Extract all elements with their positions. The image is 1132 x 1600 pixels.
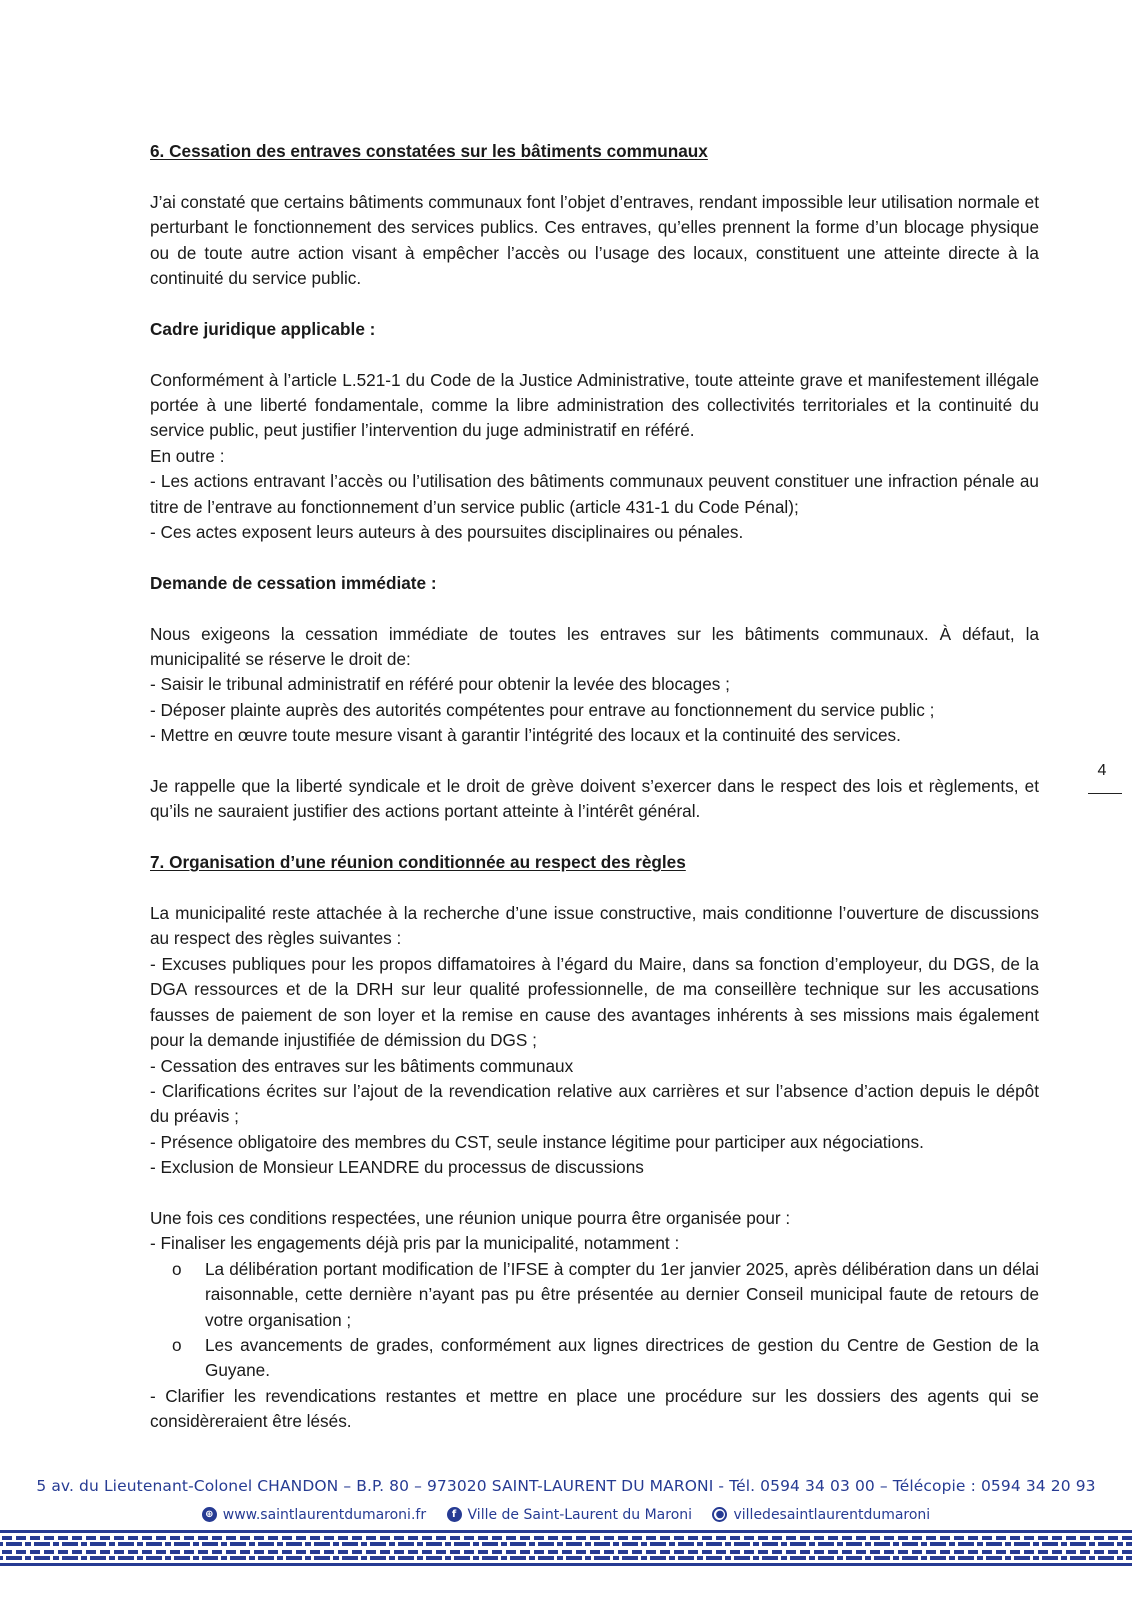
bullet-icon: o bbox=[172, 1258, 182, 1279]
legal-text: Conformément à l’article L.521-1 du Code de la Justice Administrative, toute atteinte grave et manifestement illégale portée à une liberté fondamentale, comme la libre administration des collectivités territoriales et la continuité du service public, peut justifier l’intervention du juge administratif en référé. bbox=[150, 369, 1039, 441]
condition-item: - Excuses publiques pour les propos diffamatoires à l’égard du Maire, dans sa fonction d’employeur, du DGS, de la DGA ressources et de la DRH sur leur qualité professionnelle, de ma conseillère technique sur les accusations fausses de paiement de son loyer et la remise en cause des avantages inhérents à ses missions mais également pour la demande injustifiée de démission du DGS ; bbox=[150, 953, 1039, 1051]
facebook-text: Ville de Saint-Laurent du Maroni bbox=[467, 1506, 693, 1523]
section6-closing: Je rappelle que la liberté syndicale et le droit de grève doivent s’exercer dans le respect des lois et règlements, et qu’ils ne sauraient justifier des actions portant atteinte à l’intérêt général. bbox=[150, 776, 1039, 822]
demand-item: - Saisir le tribunal administratif en référé pour obtenir la levée des blocages ; bbox=[150, 674, 730, 695]
demand-heading: Demande de cessation immédiate : bbox=[150, 572, 437, 593]
condition-item: - Présence obligatoire des membres du CST, seule instance légitime pour participer aux négociations. bbox=[150, 1131, 924, 1152]
section6-heading: 6. Cessation des entraves constatées sur les bâtiments communaux bbox=[150, 141, 708, 161]
section7-intro: La municipalité reste attachée à la recherche d’une issue constructive, mais conditionne l’ouverture de discussions au respect des règles suivantes : bbox=[150, 903, 1039, 949]
page-number-rule bbox=[1088, 793, 1122, 794]
instagram-text: villedesaintlaurentdumaroni bbox=[733, 1506, 931, 1523]
decorative-border-pattern bbox=[0, 1529, 1132, 1567]
facebook-link[interactable] bbox=[447, 1507, 693, 1523]
section7-heading: 7. Organisation d’une réunion conditionnée au respect des règles bbox=[150, 852, 686, 873]
instagram-icon: ● bbox=[712, 1507, 727, 1522]
legal-item: - Les actions entravant l’accès ou l’utilisation des bâtiments communaux peuvent constituer une infraction pénale au titre de l’entrave au fonctionnement d’un service public (article 431-1 du Code Pénal); bbox=[150, 471, 1039, 517]
bullet-icon: o bbox=[172, 1334, 182, 1355]
meeting-item: - Finaliser les engagements déjà pris par la municipalité, notamment : bbox=[150, 1233, 680, 1254]
footer-links bbox=[0, 1505, 1132, 1523]
sub-list-item bbox=[150, 1257, 1039, 1333]
page-number: 4 bbox=[1097, 762, 1107, 779]
sub-item-text: Les avancements de grades, conformément aux lignes directrices de gestion du Centre de Gestion de la Guyane. bbox=[205, 1334, 1039, 1381]
demand-item: - Déposer plainte auprès des autorités compétentes pour entrave au fonctionnement du service public ; bbox=[150, 699, 935, 720]
meeting-item: - Clarifier les revendications restantes et mettre en place une procédure sur les dossiers des agents qui se considèreraient être lésés. bbox=[150, 1385, 1039, 1432]
section6-intro: J’ai constaté que certains bâtiments communaux font l’objet d’entraves, rendant impossible leur utilisation normale et perturbant le fonctionnement des services publics. Ces entraves, qu’elles prennent la forme d’un blocage physique ou de toute autre action visant à empêcher l’accès ou l’usage des locaux, constituent une atteinte directe à la continuité du service public. bbox=[150, 191, 1039, 289]
condition-item: - Cessation des entraves sur les bâtiments communaux bbox=[150, 1055, 574, 1076]
globe-icon: ⊕ bbox=[202, 1507, 217, 1522]
demand-item: - Mettre en œuvre toute mesure visant à garantir l’intégrité des locaux et la continuité des services. bbox=[150, 725, 901, 746]
demand-text: Nous exigeons la cessation immédiate de toutes les entraves sur les bâtiments communaux. À défaut, la municipalité se réserve le droit de: bbox=[150, 623, 1039, 670]
footer-address: 5 av. du Lieutenant-Colonel CHANDON – B.P. 80 – 973020 SAINT-LAURENT DU MARONI - Tél. 0594 34 03 00 – Télécopie : 0594 34 20 93 bbox=[36, 1477, 1096, 1495]
legal-item: - Ces actes exposent leurs auteurs à des poursuites disciplinaires ou pénales. bbox=[150, 522, 744, 543]
sub-list-item bbox=[150, 1333, 1039, 1384]
legal-more: En outre : bbox=[150, 445, 225, 466]
meeting-intro: Une fois ces conditions respectées, une réunion unique pourra être organisée pour : bbox=[150, 1207, 791, 1228]
website-text: www.saintlaurentdumaroni.fr bbox=[222, 1506, 427, 1523]
sub-item-text: La délibération portant modification de l’IFSE à compter du 1er janvier 2025, après délibération dans un délai raisonnable, cette dernière n’ayant pas pu être présentée au dernier Conseil municipal faute de retours de votre organisation ; bbox=[205, 1258, 1039, 1330]
website-link[interactable] bbox=[202, 1507, 426, 1523]
legal-heading: Cadre juridique applicable : bbox=[150, 318, 376, 339]
facebook-icon: f bbox=[447, 1507, 462, 1522]
instagram-link[interactable] bbox=[712, 1507, 930, 1523]
condition-item: - Clarifications écrites sur l’ajout de la revendication relative aux carrières et sur l’absence d’action depuis le dépôt du préavis ; bbox=[150, 1080, 1039, 1127]
condition-item: - Exclusion de Monsieur LEANDRE du processus de discussions bbox=[150, 1157, 644, 1178]
letter-body bbox=[150, 139, 1039, 1435]
